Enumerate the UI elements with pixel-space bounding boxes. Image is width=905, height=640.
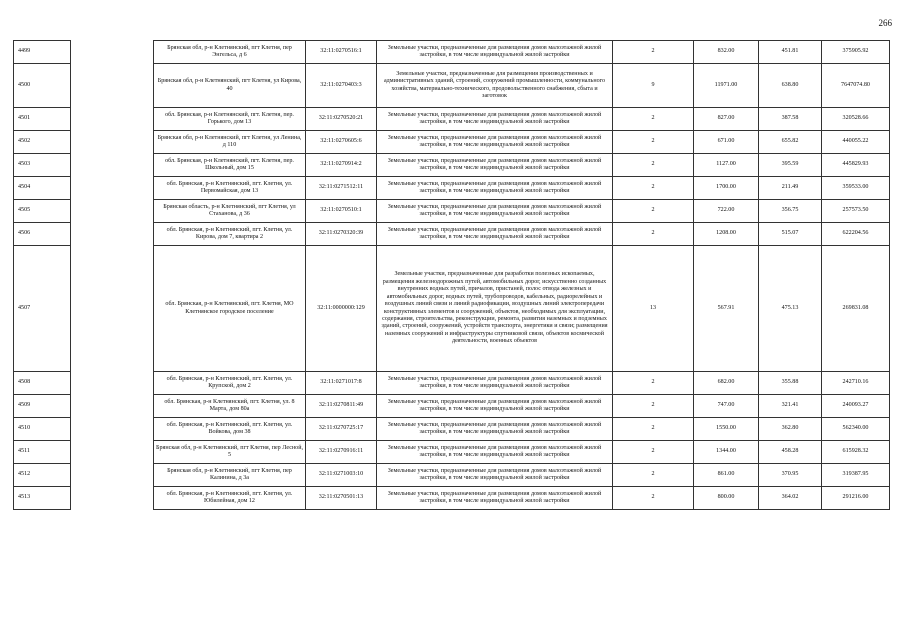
table-row — [14, 154, 890, 177]
spacer-cell — [71, 64, 154, 108]
address-cell: обл. Брянская, р-н Клетнянский, пгт. Клетня, пер. Школьный, дом 15 — [154, 154, 306, 177]
cadastral-value-cell: 242710.16 — [822, 372, 890, 395]
specific-value-cell: 355.88 — [759, 372, 822, 395]
land-use-category-cell: Земельные участки, предназначенные для размещения домов малоэтажной жилой застройки, в том числе индивидуальной жилой застройки — [377, 372, 613, 395]
use-group-cell: 2 — [613, 418, 694, 441]
use-group-cell: 2 — [613, 177, 694, 200]
address-cell: обл. Брянская, р-н Клетнянский, пгт. Клетня, ул. Первомайская, дом 13 — [154, 177, 306, 200]
address-cell: обл. Брянская, р-н Клетнянский, пгт. Клетня, ул. Крупской, дом 2 — [154, 372, 306, 395]
address-cell: обл. Брянская, р-н Клетнянский, пгт. Клетня, ул. Кирова, дом 7, квартира 2 — [154, 223, 306, 246]
page-number: 266 — [878, 18, 892, 28]
cadastral-value-cell: 375905.92 — [822, 41, 890, 64]
specific-value-cell: 475.13 — [759, 246, 822, 372]
object-number-cell: 4502 — [14, 131, 71, 154]
cadastral-value-cell: 615928.32 — [822, 441, 890, 464]
area-cell: 1344.00 — [694, 441, 759, 464]
cadastral-value-cell: 257573.50 — [822, 200, 890, 223]
use-group-cell: 2 — [613, 131, 694, 154]
object-number-cell: 4504 — [14, 177, 71, 200]
object-number-cell: 4507 — [14, 246, 71, 372]
spacer-cell — [71, 177, 154, 200]
object-number-cell: 4506 — [14, 223, 71, 246]
area-cell: 567.91 — [694, 246, 759, 372]
spacer-cell — [71, 108, 154, 131]
spacer-cell — [71, 41, 154, 64]
address-cell: обл. Брянская, р-н Клетнянский, пгт. Клетня, ул. 8 Марта, дом 80а — [154, 395, 306, 418]
cadastral-value-cell: 240093.27 — [822, 395, 890, 418]
spacer-cell — [71, 154, 154, 177]
area-cell: 747.00 — [694, 395, 759, 418]
specific-value-cell: 655.82 — [759, 131, 822, 154]
cadastral-number-cell: 32:11:0270914:2 — [306, 154, 377, 177]
land-use-category-cell: Земельные участки, предназначенные для размещения домов малоэтажной жилой застройки, в том числе индивидуальной жилой застройки — [377, 108, 613, 131]
cadastral-value-table — [13, 40, 890, 510]
address-cell: Брянская обл, р-н Клетнянский, пгт Клетня, пер Калинина, д 3а — [154, 464, 306, 487]
cadastral-number-cell: 32:11:0270501:13 — [306, 487, 377, 510]
specific-value-cell: 395.59 — [759, 154, 822, 177]
address-cell: обл. Брянская, р-н Клетнянский, пгт. Клетня, ул. Войкова, дом 38 — [154, 418, 306, 441]
cadastral-number-cell: 32:11:0270916:11 — [306, 441, 377, 464]
land-use-category-cell: Земельные участки, предназначенные для размещения домов малоэтажной жилой застройки, в том числе индивидуальной жилой застройки — [377, 131, 613, 154]
spacer-cell — [71, 372, 154, 395]
cadastral-value-cell: 319387.95 — [822, 464, 890, 487]
specific-value-cell: 638.80 — [759, 64, 822, 108]
address-cell: Брянская обл, р-н Клетнянский, пгт Клетня, ул Кирова, 40 — [154, 64, 306, 108]
table-row — [14, 41, 890, 64]
address-cell: Брянская обл, р-н Клетнянский, пгт Клетня, пер Энгельса, д 6 — [154, 41, 306, 64]
area-cell: 832.00 — [694, 41, 759, 64]
spacer-cell — [71, 464, 154, 487]
table-row — [14, 64, 890, 108]
cadastral-value-cell: 269831.08 — [822, 246, 890, 372]
use-group-cell: 2 — [613, 108, 694, 131]
spacer-cell — [71, 487, 154, 510]
specific-value-cell: 515.07 — [759, 223, 822, 246]
specific-value-cell: 451.81 — [759, 41, 822, 64]
specific-value-cell: 458.28 — [759, 441, 822, 464]
land-use-category-cell: Земельные участки, предназначенные для размещения домов малоэтажной жилой застройки, в том числе индивидуальной жилой застройки — [377, 177, 613, 200]
cadastral-value-cell: 359533.00 — [822, 177, 890, 200]
cadastral-value-cell: 291216.00 — [822, 487, 890, 510]
use-group-cell: 2 — [613, 441, 694, 464]
land-use-category-cell: Земельные участки, предназначенные для размещения домов малоэтажной жилой застройки, в том числе индивидуальной жилой застройки — [377, 223, 613, 246]
area-cell: 1208.00 — [694, 223, 759, 246]
use-group-cell: 2 — [613, 41, 694, 64]
land-use-category-cell: Земельные участки, предназначенные для размещения домов малоэтажной жилой застройки, в том числе индивидуальной жилой застройки — [377, 200, 613, 223]
cadastral-value-cell: 7647074.80 — [822, 64, 890, 108]
object-number-cell: 4512 — [14, 464, 71, 487]
cadastral-value-cell: 562340.00 — [822, 418, 890, 441]
cadastral-number-cell: 32:11:0270725:17 — [306, 418, 377, 441]
object-number-cell: 4499 — [14, 41, 71, 64]
use-group-cell: 2 — [613, 154, 694, 177]
object-number-cell: 4503 — [14, 154, 71, 177]
spacer-cell — [71, 223, 154, 246]
address-cell: обл. Брянская, р-н Клетнянский, пгт. Клетня, пер. Горького, дом 13 — [154, 108, 306, 131]
cadastral-number-cell: 32:11:0270605:6 — [306, 131, 377, 154]
cadastral-number-cell: 32:11:0271017:8 — [306, 372, 377, 395]
address-cell: обл. Брянская, р-н Клетнянский, пгт. Клетня, МО Клетнянское городское поселение — [154, 246, 306, 372]
specific-value-cell: 364.02 — [759, 487, 822, 510]
object-number-cell: 4508 — [14, 372, 71, 395]
table-row — [14, 200, 890, 223]
area-cell: 1700.00 — [694, 177, 759, 200]
table-row — [14, 223, 890, 246]
object-number-cell: 4511 — [14, 441, 71, 464]
table-row — [14, 131, 890, 154]
object-number-cell: 4505 — [14, 200, 71, 223]
address-cell: Брянская область, р-н Клетнянский, пгт Клетня, ул Стаханова, д 36 — [154, 200, 306, 223]
land-use-category-cell: Земельные участки, предназначенные для размещения домов малоэтажной жилой застройки, в том числе индивидуальной жилой застройки — [377, 464, 613, 487]
cadastral-number-cell: 32:11:0270811:49 — [306, 395, 377, 418]
cadastral-number-cell: 32:11:0270516:1 — [306, 41, 377, 64]
table-row — [14, 395, 890, 418]
land-use-category-cell: Земельные участки, предназначенные для размещения домов малоэтажной жилой застройки, в том числе индивидуальной жилой застройки — [377, 441, 613, 464]
table-row — [14, 464, 890, 487]
cadastral-number-cell: 32:11:0271003:10 — [306, 464, 377, 487]
use-group-cell: 9 — [613, 64, 694, 108]
specific-value-cell: 321.41 — [759, 395, 822, 418]
area-cell: 682.00 — [694, 372, 759, 395]
cadastral-value-cell: 445829.93 — [822, 154, 890, 177]
spacer-cell — [71, 131, 154, 154]
cadastral-number-cell: 32:11:0000000:129 — [306, 246, 377, 372]
specific-value-cell: 370.95 — [759, 464, 822, 487]
land-use-category-cell: Земельные участки, предназначенные для размещения домов малоэтажной жилой застройки, в том числе индивидуальной жилой застройки — [377, 41, 613, 64]
use-group-cell: 2 — [613, 372, 694, 395]
object-number-cell: 4509 — [14, 395, 71, 418]
object-number-cell: 4501 — [14, 108, 71, 131]
address-cell: Брянская обл, р-н Клетнянский, пгт Клетня, пер Лесной, 5 — [154, 441, 306, 464]
use-group-cell: 2 — [613, 487, 694, 510]
land-use-category-cell: Земельные участки, предназначенные для разработки полезных ископаемых, размещения железнодорожных путей, автомобильных дорог, искусственно созданных внутренних водных путей, причалов, пристаней, полос отвода железных и автомобильных дорог, водных путей, трубопроводов, кабельных, радиорелейных и воздушных линий связи и линий радиофикации, воздушных линий электропередачи конструктивных элементов и сооружений, объектов, необходимых для эксплуатации, содержания, строительства, реконструкции, ремонта, развития наземных и подземных зданий, строений, сооружений, устройств транспорта, энергетики и связи; размещения наземных сооружений и инфраструктуры спутниковой связи, объектов космической деятельности, военных объектов — [377, 246, 613, 372]
cadastral-value-cell: 320528.66 — [822, 108, 890, 131]
spacer-cell — [71, 395, 154, 418]
area-cell: 671.00 — [694, 131, 759, 154]
use-group-cell: 2 — [613, 464, 694, 487]
area-cell: 11971.00 — [694, 64, 759, 108]
use-group-cell: 13 — [613, 246, 694, 372]
use-group-cell: 2 — [613, 200, 694, 223]
spacer-cell — [71, 200, 154, 223]
object-number-cell: 4513 — [14, 487, 71, 510]
specific-value-cell: 211.49 — [759, 177, 822, 200]
table-row — [14, 441, 890, 464]
cadastral-number-cell: 32:11:0270320:39 — [306, 223, 377, 246]
specific-value-cell: 362.80 — [759, 418, 822, 441]
land-use-category-cell: Земельные участки, предназначенные для размещения домов малоэтажной жилой застройки, в том числе индивидуальной жилой застройки — [377, 154, 613, 177]
table-row — [14, 108, 890, 131]
area-cell: 1127.00 — [694, 154, 759, 177]
object-number-cell: 4510 — [14, 418, 71, 441]
table-row — [14, 177, 890, 200]
cadastral-number-cell: 32:11:0270510:1 — [306, 200, 377, 223]
area-cell: 827.00 — [694, 108, 759, 131]
use-group-cell: 2 — [613, 223, 694, 246]
land-use-category-cell: Земельные участки, предназначенные для размещения домов малоэтажной жилой застройки, в том числе индивидуальной жилой застройки — [377, 418, 613, 441]
use-group-cell: 2 — [613, 395, 694, 418]
area-cell: 722.00 — [694, 200, 759, 223]
cadastral-number-cell: 32:11:0270520:21 — [306, 108, 377, 131]
spacer-cell — [71, 418, 154, 441]
area-cell: 1550.00 — [694, 418, 759, 441]
cadastral-value-cell: 440055.22 — [822, 131, 890, 154]
cadastral-value-cell: 622204.56 — [822, 223, 890, 246]
table-row — [14, 418, 890, 441]
area-cell: 800.00 — [694, 487, 759, 510]
object-number-cell: 4500 — [14, 64, 71, 108]
address-cell: Брянская обл, р-н Клетнянский, пгт Клетня, ул Ленина, д 110 — [154, 131, 306, 154]
specific-value-cell: 356.75 — [759, 200, 822, 223]
table-row — [14, 372, 890, 395]
table-row — [14, 487, 890, 510]
land-use-category-cell: Земельные участки, предназначенные для размещения домов малоэтажной жилой застройки, в том числе индивидуальной жилой застройки — [377, 395, 613, 418]
cadastral-number-cell: 32:11:0271512:11 — [306, 177, 377, 200]
land-use-category-cell: Земельные участки, предназначенные для размещения производственных и административных зданий, строений, сооружений промышленности, коммунального хозяйства, материально-технического, продовольственного снабжения, сбыта и заготовок — [377, 64, 613, 108]
spacer-cell — [71, 246, 154, 372]
table-row — [14, 246, 890, 372]
address-cell: обл. Брянская, р-н Клетнянский, пгт. Клетня, ул. Юбилейная, дом 12 — [154, 487, 306, 510]
spacer-cell — [71, 441, 154, 464]
area-cell: 861.00 — [694, 464, 759, 487]
cadastral-number-cell: 32:11:0270403:3 — [306, 64, 377, 108]
land-use-category-cell: Земельные участки, предназначенные для размещения домов малоэтажной жилой застройки, в том числе индивидуальной жилой застройки — [377, 487, 613, 510]
specific-value-cell: 387.58 — [759, 108, 822, 131]
